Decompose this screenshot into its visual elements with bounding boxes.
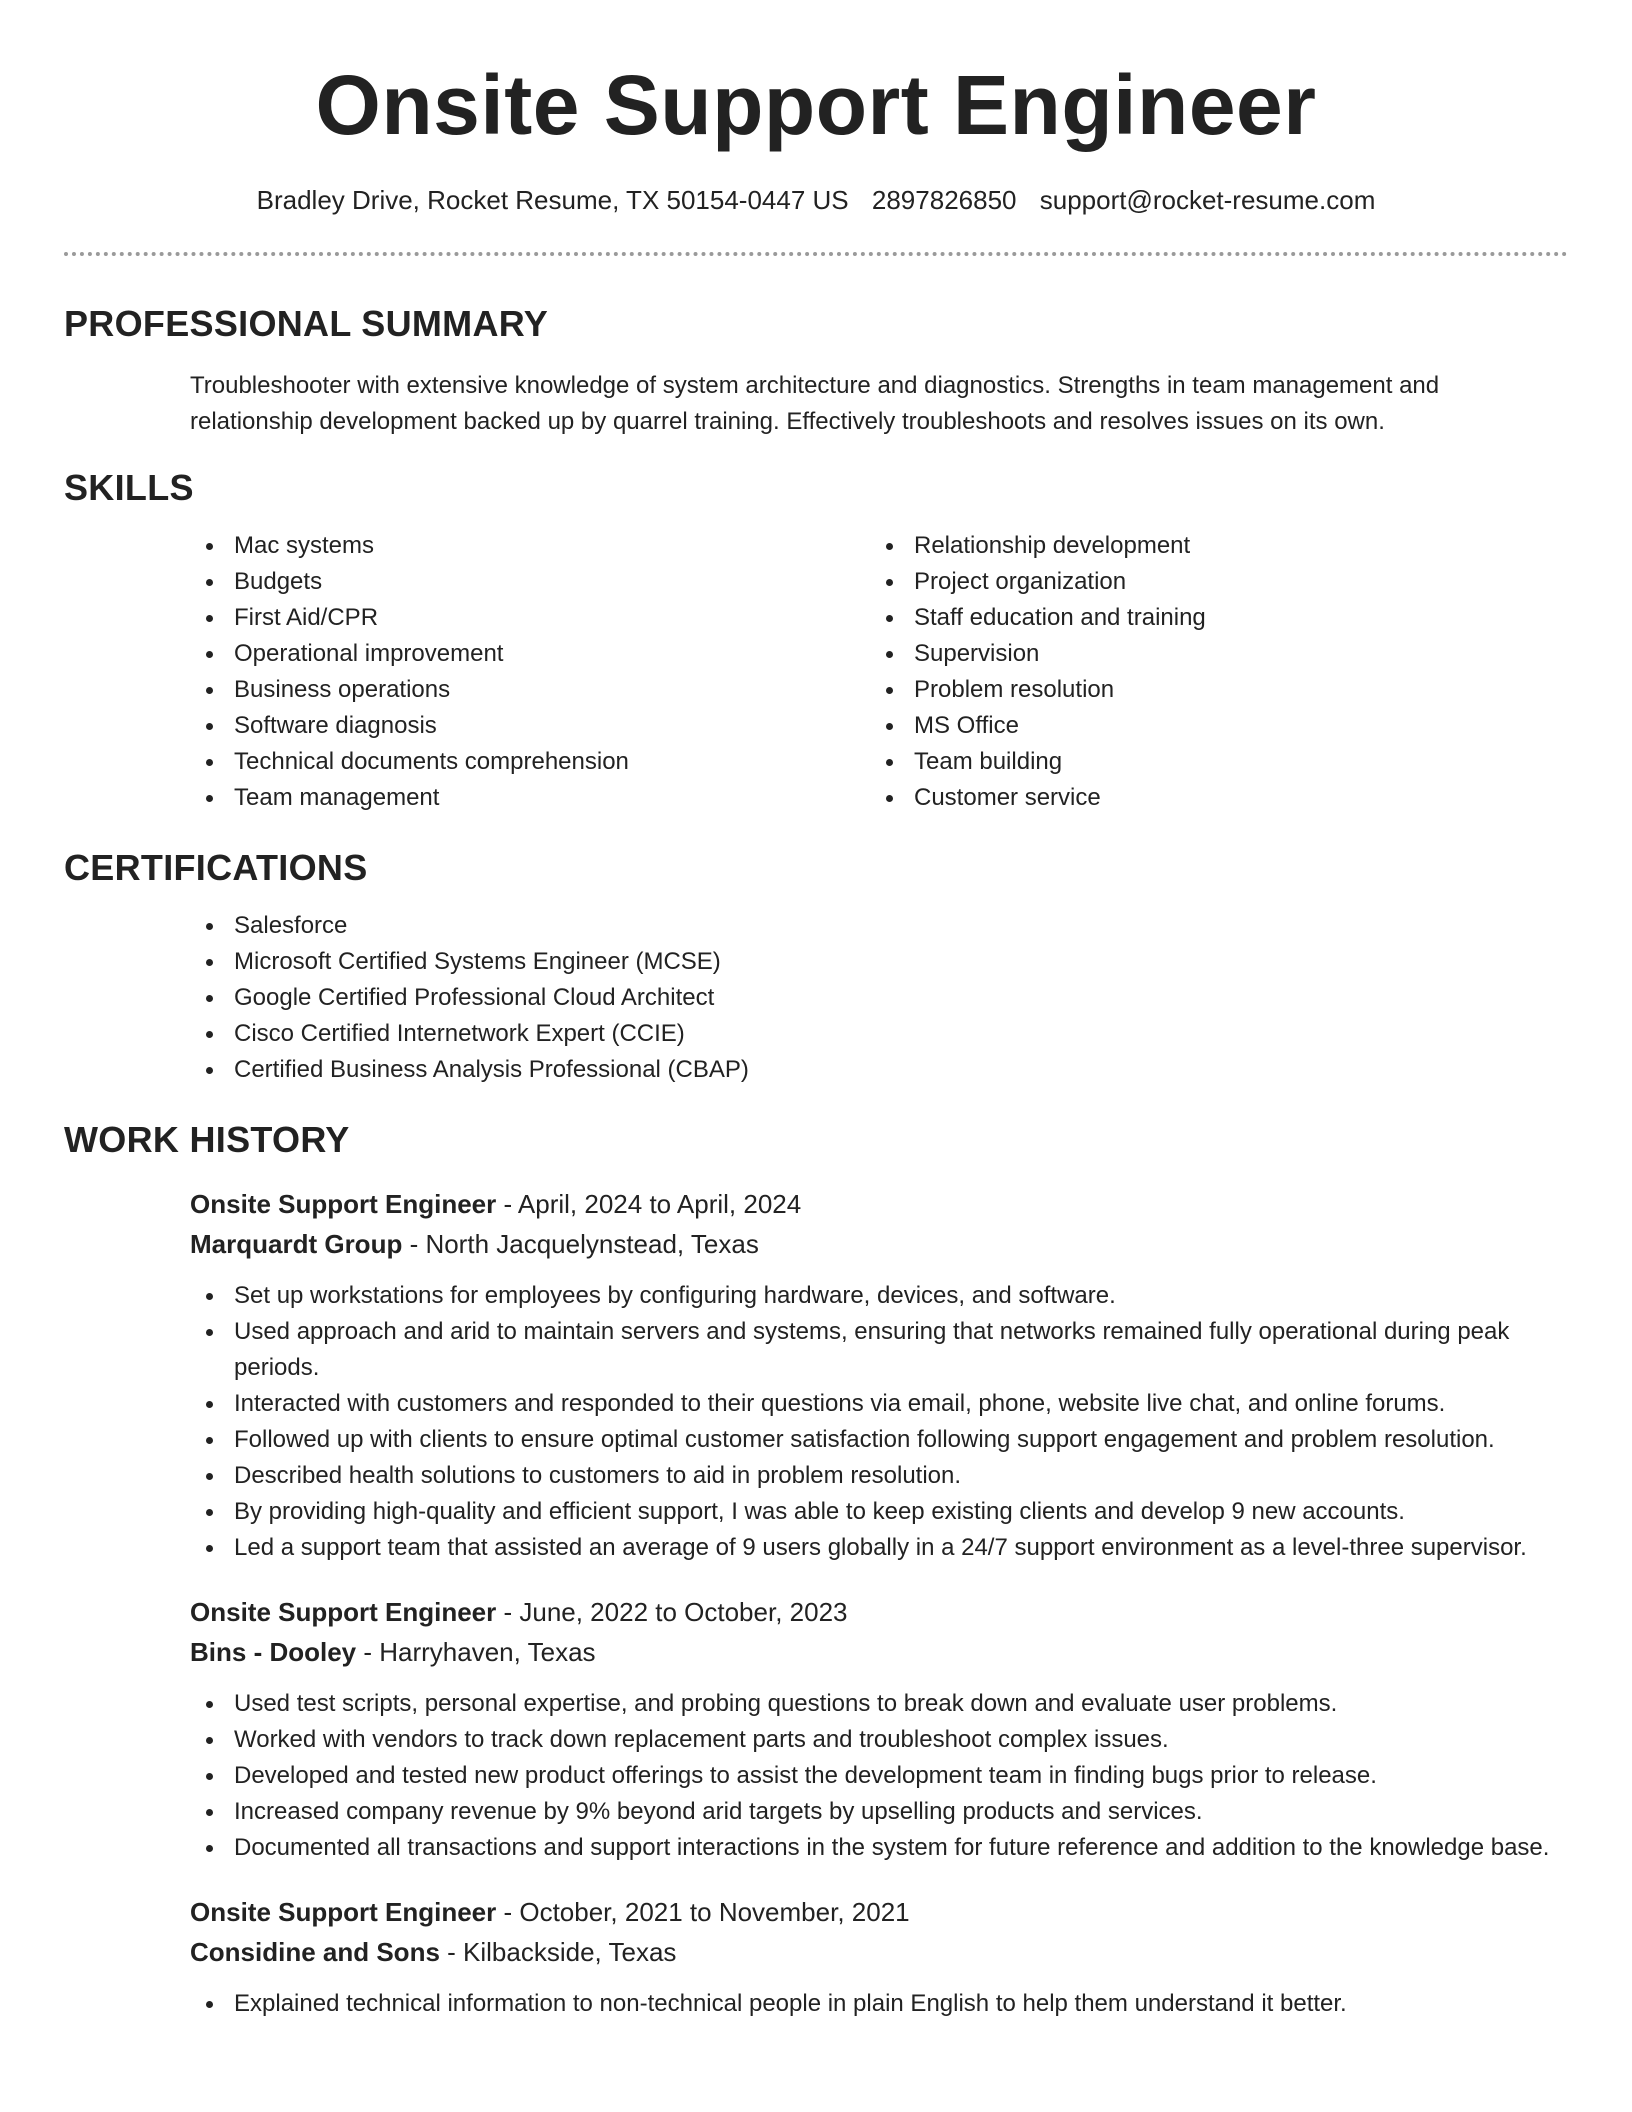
- job-role: Onsite Support Engineer: [190, 1597, 497, 1627]
- job-entry-1: [190, 1186, 1568, 1566]
- certifications-heading: CERTIFICATIONS: [64, 847, 368, 888]
- job-location: - Harryhaven, Texas: [356, 1637, 596, 1667]
- certification-item: Microsoft Certified Systems Engineer (MCSE): [190, 944, 1568, 980]
- skill-item: Customer service: [870, 780, 1470, 816]
- job-duty: By providing high-quality and efficient support, I was able to keep existing clients and develop 9 new accounts.: [190, 1494, 1570, 1530]
- job-entry-2: [190, 1594, 1568, 1866]
- certification-item: Cisco Certified Internetwork Expert (CCIE): [190, 1016, 1568, 1052]
- job-entry-3: [190, 1894, 1568, 2022]
- certification-item: Google Certified Professional Cloud Architect: [190, 980, 1568, 1016]
- skill-item: Mac systems: [190, 528, 870, 564]
- skill-item: Team building: [870, 744, 1470, 780]
- job-role-line: [190, 1594, 1568, 1630]
- skill-item: First Aid/CPR: [190, 600, 870, 636]
- skill-item: Budgets: [190, 564, 870, 600]
- skill-item: Project organization: [870, 564, 1470, 600]
- job-duty: Interacted with customers and responded to their questions via email, phone, website live chat, and online forums.: [190, 1386, 1570, 1422]
- skill-item: Technical documents comprehension: [190, 744, 870, 780]
- job-company: Bins - Dooley: [190, 1637, 357, 1667]
- job-dates: - April, 2024 to April, 2024: [496, 1189, 802, 1219]
- job-duty: Led a support team that assisted an average of 9 users globally in a 24/7 support environment as a level-three supervisor.: [190, 1530, 1570, 1566]
- job-company: Considine and Sons: [190, 1937, 440, 1967]
- skills-right-list: [870, 528, 1470, 816]
- skill-item: MS Office: [870, 708, 1470, 744]
- skill-item: Operational improvement: [190, 636, 870, 672]
- job-location: - North Jacquelynstead, Texas: [402, 1229, 759, 1259]
- skill-item: Staff education and training: [870, 600, 1470, 636]
- job-duty: Used test scripts, personal expertise, and probing questions to break down and evaluate user problems.: [190, 1686, 1570, 1722]
- job-duties-list: [190, 1278, 1570, 1566]
- job-dates: - June, 2022 to October, 2023: [496, 1597, 848, 1627]
- skills-columns: [190, 528, 1568, 816]
- skill-item: Relationship development: [870, 528, 1470, 564]
- resume-title: Onsite Support Engineer: [315, 58, 1317, 152]
- contact-address: Bradley Drive, Rocket Resume, TX 50154-0447 US: [256, 185, 849, 215]
- skill-item: Software diagnosis: [190, 708, 870, 744]
- job-duty: Described health solutions to customers to aid in problem resolution.: [190, 1458, 1570, 1494]
- skills-heading: SKILLS: [64, 467, 194, 508]
- job-location: - Kilbackside, Texas: [439, 1937, 677, 1967]
- job-role-line: [190, 1186, 1568, 1222]
- header-divider: [64, 252, 1568, 256]
- job-duty: Documented all transactions and support interactions in the system for future reference and addition to the knowledge base.: [190, 1830, 1570, 1866]
- contact-line: [64, 182, 1568, 218]
- job-role: Onsite Support Engineer: [190, 1189, 497, 1219]
- job-company: Marquardt Group: [190, 1229, 403, 1259]
- job-dates: - October, 2021 to November, 2021: [496, 1897, 910, 1927]
- skill-item: Problem resolution: [870, 672, 1470, 708]
- job-company-line: [190, 1634, 1568, 1670]
- job-duties-list: [190, 1686, 1570, 1866]
- skill-item: Business operations: [190, 672, 870, 708]
- job-role: Onsite Support Engineer: [190, 1897, 497, 1927]
- contact-email[interactable]: support@rocket-resume.com: [1039, 185, 1376, 215]
- job-duties-list: [190, 1986, 1570, 2022]
- job-role-line: [190, 1894, 1568, 1930]
- job-duty: Increased company revenue by 9% beyond arid targets by upselling products and services.: [190, 1794, 1570, 1830]
- certification-item: Salesforce: [190, 908, 1568, 944]
- certification-item: Certified Business Analysis Professional (CBAP): [190, 1052, 1568, 1088]
- skill-item: Supervision: [870, 636, 1470, 672]
- contact-phone[interactable]: 2897826850: [871, 185, 1017, 215]
- job-duty: Set up workstations for employees by configuring hardware, devices, and software.: [190, 1278, 1570, 1314]
- job-duty: Worked with vendors to track down replacement parts and troubleshoot complex issues.: [190, 1722, 1570, 1758]
- job-duty: Used approach and arid to maintain servers and systems, ensuring that networks remained fully operational during peak periods.: [190, 1314, 1570, 1386]
- job-company-line: [190, 1934, 1568, 1970]
- work-history-heading: WORK HISTORY: [64, 1119, 350, 1160]
- job-duty: Developed and tested new product offerings to assist the development team in finding bugs prior to release.: [190, 1758, 1570, 1794]
- job-company-line: [190, 1226, 1568, 1262]
- job-duty: Followed up with clients to ensure optimal customer satisfaction following support engagement and problem resolution.: [190, 1422, 1570, 1458]
- summary-heading: PROFESSIONAL SUMMARY: [64, 303, 549, 344]
- certifications-list: [190, 908, 1568, 1088]
- skills-left-list: [190, 528, 870, 816]
- resume-page: [64, 0, 1568, 2022]
- summary-text: Troubleshooter with extensive knowledge of system architecture and diagnostics. Strengths in team management and relationship development backed up by quarrel training. Effectively troubleshoots and resolves issues on its own.: [190, 372, 1440, 435]
- skill-item: Team management: [190, 780, 870, 816]
- job-duty: Explained technical information to non-technical people in plain English to help them understand it better.: [190, 1986, 1570, 2022]
